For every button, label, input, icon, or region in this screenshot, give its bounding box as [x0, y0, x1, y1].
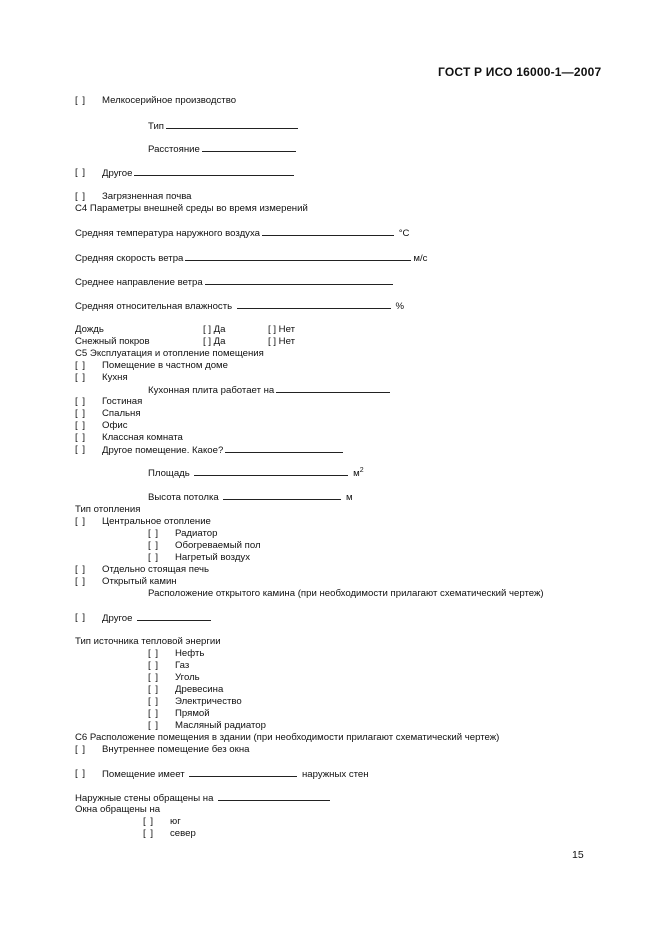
checkbox[interactable]: [ ]	[75, 191, 86, 202]
item-heated-air: Нагретый воздух	[175, 552, 251, 563]
walls-face-input-line[interactable]	[218, 792, 330, 801]
field-wind-direction	[75, 276, 395, 289]
walls-face-label: Наружные стены обращены на	[75, 793, 214, 804]
checkbox[interactable]: [ ]	[75, 95, 86, 106]
item-standalone-stove: Отдельно стоящая печь	[102, 564, 209, 575]
checkbox[interactable]: [ ]	[75, 576, 86, 587]
other-input-line[interactable]	[134, 167, 294, 176]
checkbox[interactable]: [ ]	[75, 396, 86, 407]
outer-walls-count-line[interactable]	[189, 768, 297, 777]
checkbox[interactable]: [ ]	[143, 816, 154, 827]
stove-label: Кухонная плита работает на	[148, 385, 275, 396]
rain-no-option[interactable]: [ ] Нет	[268, 324, 296, 335]
item-central-heating: Центральное отопление	[102, 516, 211, 527]
windows-face-label: Окна обращены на	[75, 804, 161, 815]
heating-type-heading: Тип отопления	[75, 504, 141, 515]
item-gas: Газ	[175, 660, 190, 671]
item-north: север	[170, 828, 196, 839]
ceiling-height-input-line[interactable]	[223, 491, 341, 500]
avg-temp-input-line[interactable]	[262, 227, 394, 236]
checkbox[interactable]: [ ]	[148, 648, 159, 659]
checkbox[interactable]: [ ]	[143, 828, 154, 839]
field-other-room	[102, 444, 345, 457]
item-office: Офис	[102, 420, 128, 431]
checkbox[interactable]: [ ]	[148, 552, 159, 563]
wind-speed-label: Средняя скорость ветра	[75, 253, 184, 264]
checkbox[interactable]: [ ]	[75, 612, 86, 623]
item-living-room: Гостиная	[102, 396, 143, 407]
checkbox[interactable]: [ ]	[75, 432, 86, 443]
item-radiator: Радиатор	[175, 528, 218, 539]
item-classroom: Классная комната	[102, 432, 183, 443]
wind-direction-label: Среднее направление ветра	[75, 277, 203, 288]
ceiling-height-label: Высота потолка	[148, 492, 219, 503]
outer-walls-label: наружных стен	[302, 769, 369, 780]
checkbox[interactable]: [ ]	[75, 744, 86, 755]
checkbox[interactable]: [ ]	[148, 672, 159, 683]
standard-header: ГОСТ Р ИСО 16000-1—2007	[438, 65, 602, 79]
rain-yes-option[interactable]: [ ] Да	[203, 324, 226, 335]
item-oil-radiator: Масляный радиатор	[175, 720, 266, 731]
checkbox[interactable]: [ ]	[75, 768, 86, 779]
stove-input-line[interactable]	[276, 384, 390, 393]
page-number: 15	[572, 849, 584, 861]
unit-ms: м/с	[413, 253, 428, 264]
field-stove	[148, 384, 392, 397]
unit-m: м	[346, 492, 353, 503]
other-heating-label: Другое	[102, 613, 133, 624]
heat-source-heading: Тип источника тепловой энергии	[75, 636, 221, 647]
other-room-input-line[interactable]	[225, 444, 343, 453]
field-wind-speed	[75, 252, 427, 265]
item-oil: Нефть	[175, 648, 205, 659]
item-direct: Прямой	[175, 708, 210, 719]
area-input-line[interactable]	[194, 467, 348, 476]
snow-yes-option[interactable]: [ ] Да	[203, 336, 226, 347]
other-heating-input-line[interactable]	[137, 612, 211, 621]
field-distance-label: Расстояние	[148, 144, 200, 155]
checkbox[interactable]: [ ]	[75, 564, 86, 575]
checkbox[interactable]: [ ]	[75, 420, 86, 431]
unit-percent: %	[395, 301, 404, 312]
field-area	[148, 467, 364, 480]
field-other-label: Другое	[102, 168, 133, 179]
avg-temp-label: Средняя температура наружного воздуха	[75, 228, 261, 239]
item-contaminated-soil: Загрязненная почва	[102, 191, 192, 202]
item-heated-floor: Обогреваемый пол	[175, 540, 261, 551]
item-wood: Древесина	[175, 684, 224, 695]
snow-no-option[interactable]: [ ] Нет	[268, 336, 296, 347]
fireplace-location-note: Расположение открытого камина (при необходимости прилагают схематический чертеж)	[148, 588, 544, 599]
item-open-fireplace: Открытый камин	[102, 576, 177, 587]
section-c6-heading: С6 Расположение помещения в здании (при необходимости прилагают схематический чертеж)	[75, 732, 500, 743]
item-south: юг	[170, 816, 181, 827]
checkbox[interactable]: [ ]	[148, 684, 159, 695]
section-c4-heading: С4 Параметры внешней среды во время измерений	[75, 203, 308, 214]
field-outer-walls	[102, 768, 369, 781]
unit-m2: $м^2$	[353, 467, 364, 479]
field-type-label: Тип	[148, 121, 164, 132]
field-humidity	[75, 300, 404, 313]
snow-label: Снежный покров	[75, 336, 150, 347]
item-small-series: Мелкосерийное производство	[102, 95, 237, 106]
checkbox[interactable]: [ ]	[148, 720, 159, 731]
item-kitchen: Кухня	[102, 372, 128, 383]
room-has-label: Помещение имеет	[102, 769, 185, 780]
other-room-label: Другое помещение. Какое?	[102, 445, 224, 456]
humidity-input-line[interactable]	[237, 300, 391, 309]
distance-input-line[interactable]	[202, 143, 296, 152]
type-input-line[interactable]	[166, 120, 298, 129]
item-inner-room: Внутреннее помещение без окна	[102, 744, 250, 755]
item-coal: Уголь	[175, 672, 200, 683]
checkbox[interactable]: [ ]	[75, 444, 86, 455]
item-electricity: Электричество	[175, 696, 242, 707]
checkbox[interactable]: [ ]	[75, 372, 86, 383]
checkbox[interactable]: [ ]	[148, 540, 159, 551]
unit-celsius: °С	[398, 228, 410, 239]
field-type	[148, 120, 300, 133]
checkbox[interactable]: [ ]	[75, 360, 86, 371]
field-ceiling-height	[148, 491, 353, 504]
wind-speed-input-line[interactable]	[185, 252, 411, 261]
field-other	[102, 167, 296, 180]
checkbox[interactable]: [ ]	[75, 167, 86, 178]
item-private-house: Помещение в частном доме	[102, 360, 228, 371]
checkbox[interactable]: [ ]	[148, 660, 159, 671]
checkbox[interactable]: [ ]	[148, 696, 159, 707]
section-c5-heading: С5 Эксплуатация и отопление помещения	[75, 348, 264, 359]
field-distance	[148, 143, 298, 156]
area-label: Площадь	[148, 468, 190, 479]
field-other-heating	[102, 612, 213, 625]
item-bedroom: Спальня	[102, 408, 141, 419]
checkbox[interactable]: [ ]	[75, 516, 86, 527]
checkbox[interactable]: [ ]	[148, 708, 159, 719]
wind-direction-input-line[interactable]	[205, 276, 393, 285]
field-avg-temp	[75, 227, 409, 240]
humidity-label: Средняя относительная влажность	[75, 301, 233, 312]
checkbox[interactable]: [ ]	[75, 408, 86, 419]
checkbox[interactable]: [ ]	[148, 528, 159, 539]
rain-label: Дождь	[75, 324, 104, 335]
